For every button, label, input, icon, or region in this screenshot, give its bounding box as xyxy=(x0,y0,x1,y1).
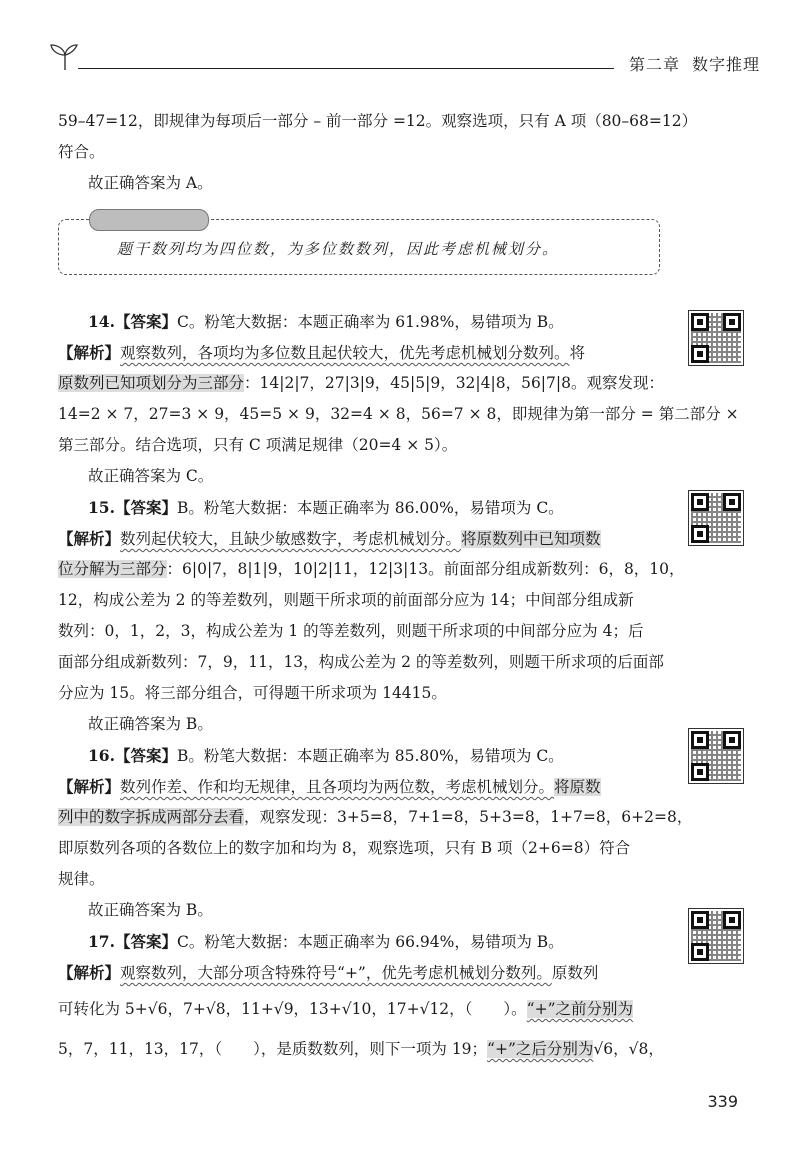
text-span: 将 xyxy=(569,344,586,362)
text-line xyxy=(58,994,633,1025)
tip-badge xyxy=(89,209,209,231)
header-rule xyxy=(78,68,614,69)
q17-answer xyxy=(88,926,564,958)
text-line xyxy=(58,368,664,399)
text-span: ：6|0|7，8|1|9，10|2|11，12|3|13。前面部分组成新数列：6，8，10， xyxy=(166,560,685,578)
q15-answer xyxy=(88,492,564,524)
qr-code[interactable] xyxy=(688,490,744,546)
highlight: 将原数 xyxy=(554,778,601,796)
text-line: 59–47=12，即规律为每项后一部分 – 前一部分 =12。观察选项，只有 A 项（80–68=12） xyxy=(58,112,698,130)
text-span: 5，7，11，13，17，（ ），是质数数列，则下一项为 19； xyxy=(58,1040,488,1058)
answer-line: 故正确答案为 C。 xyxy=(88,467,214,485)
text-line: 符合。 xyxy=(58,143,105,161)
tip-text: 题干数列均为四位数，为多位数数列，因此考虑机械划分。 xyxy=(117,240,560,258)
highlight: 列中的数字拆成两部分去看 xyxy=(58,808,245,826)
qr-code[interactable] xyxy=(688,728,744,784)
text-line: 分应为 15。将三部分组合，可得题干所求项为 14415。 xyxy=(58,684,447,702)
text-span: √6，√8， xyxy=(593,1040,664,1058)
q16-answer xyxy=(88,740,564,772)
answer-tag: 17.【答案】 xyxy=(88,932,177,951)
text-line: 12，构成公差为 2 的等差数列，则题干所求项的前面部分应为 14；中间部分组成新 xyxy=(58,591,634,609)
answer-text: C。粉笔大数据：本题正确率为 66.94%，易错项为 B。 xyxy=(176,933,564,951)
page-number: 339 xyxy=(707,1092,738,1111)
answer-tag: 15.【答案】 xyxy=(88,498,177,517)
text-span: 原数列 xyxy=(551,964,599,982)
chapter-name: 数字推理 xyxy=(691,55,760,74)
highlight: “+”之前分别为 xyxy=(526,1000,634,1018)
answer-line: 故正确答案为 B。 xyxy=(88,715,213,733)
q15-analysis xyxy=(58,523,601,555)
answer-line: 故正确答案为 B。 xyxy=(88,901,213,919)
text-line: 规律。 xyxy=(58,870,105,888)
key-point: 观察数列，大部分项含特殊符号“+”，优先考虑机械划分数列。 xyxy=(120,964,552,982)
tip-box xyxy=(58,219,660,275)
key-point: 数列作差、作和均无规律，且各项均为两位数，考虑机械划分。 xyxy=(120,778,555,796)
q16-analysis xyxy=(58,771,601,803)
qr-code[interactable] xyxy=(688,310,744,366)
text-span: 可转化为 5+√6，7+√8，11+√9，13+√10，17+√12，（ ）。 xyxy=(58,1000,527,1018)
highlight: “+”之后分别为 xyxy=(487,1040,594,1058)
sprout-icon xyxy=(48,42,82,72)
text-line: 第三部分。结合选项，只有 C 项满足规律（20=4 × 5）。 xyxy=(58,436,458,454)
q17-analysis xyxy=(58,957,598,989)
highlight: 位分解为三部分 xyxy=(58,560,167,578)
text-span: ：14|2|7，27|3|9，45|5|9，32|4|8，56|7|8。观察发现： xyxy=(244,374,664,392)
page-header xyxy=(48,38,760,78)
text-line: 即原数列各项的各数位上的数字加和均为 8，观察选项，只有 B 项（2+6=8）符合 xyxy=(58,839,631,857)
highlight: 将原数列中已知项数 xyxy=(461,530,601,548)
text-line: 14=2 × 7，27=3 × 9，45=5 × 9，32=4 × 8，56=7 × 8，即规律为第一部分 = 第二部分 × xyxy=(58,405,739,423)
text-line xyxy=(58,802,692,833)
answer-tag: 14.【答案】 xyxy=(88,312,177,331)
highlight: 原数列已知项划分为三部分 xyxy=(58,374,245,392)
text-line xyxy=(58,554,685,585)
text-line: 面部分组成新数列：7，9，11，13，构成公差为 2 的等差数列，则题干所求项的后面部 xyxy=(58,653,664,671)
analysis-tag: 【解析】 xyxy=(58,343,121,362)
answer-line: 故正确答案为 A。 xyxy=(88,174,213,192)
answer-tag: 16.【答案】 xyxy=(88,746,177,765)
q14-answer xyxy=(88,306,564,338)
answer-text: C。粉笔大数据：本题正确率为 61.98%，易错项为 B。 xyxy=(176,313,564,331)
key-point: 数列起伏较大，且缺少敏感数字，考虑机械划分。 xyxy=(120,530,462,548)
key-point: 观察数列，各项均为多位数且起伏较大，优先考虑机械划分数列。 xyxy=(120,344,570,362)
text-line: 数列：0，1，2，3，构成公差为 1 的等差数列，则题干所求项的中间部分应为 4；后 xyxy=(58,622,644,640)
text-span: ，观察发现：3+5=8，7+1=8，5+3=8，1+7=8，6+2=8， xyxy=(244,808,693,826)
qr-code[interactable] xyxy=(688,908,744,964)
answer-text: B。粉笔大数据：本题正确率为 85.80%，易错项为 C。 xyxy=(176,747,564,765)
analysis-tag: 【解析】 xyxy=(58,963,121,982)
analysis-tag: 【解析】 xyxy=(58,777,121,796)
chapter-number: 第二章 xyxy=(628,55,680,74)
q14-analysis xyxy=(58,337,585,369)
answer-text: B。粉笔大数据：本题正确率为 86.00%，易错项为 C。 xyxy=(176,499,564,517)
analysis-tag: 【解析】 xyxy=(58,529,121,548)
text-line xyxy=(58,1034,664,1065)
chapter-title xyxy=(629,52,760,75)
